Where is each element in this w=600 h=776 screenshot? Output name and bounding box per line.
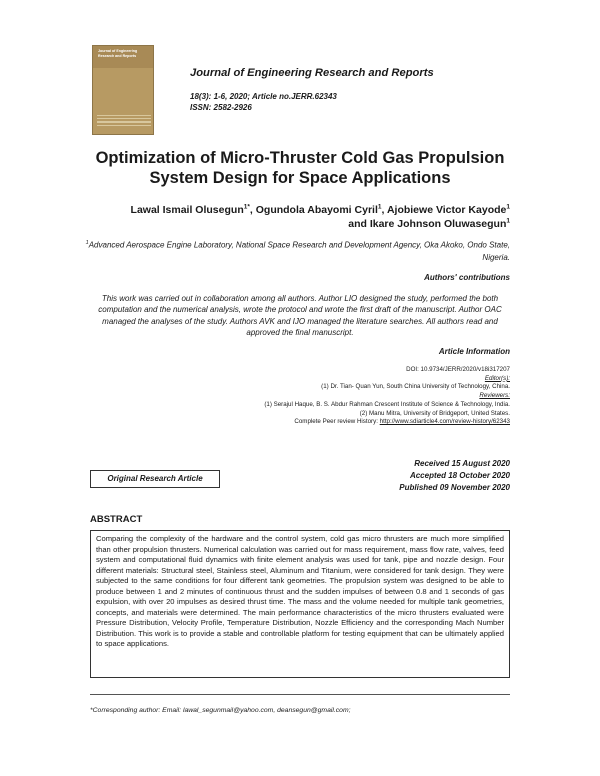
article-type-box: Original Research Article — [90, 470, 220, 488]
publication-dates — [399, 458, 510, 494]
journal-cover-thumbnail — [92, 45, 154, 135]
separator: , — [249, 204, 256, 216]
peer-review-link[interactable]: http://www.sdiarticle4.com/review-history/62343 — [379, 418, 510, 426]
published-date: Published 09 November 2020 — [399, 483, 510, 492]
author-1: Lawal Ismail Olusegun — [130, 204, 244, 216]
author-list — [131, 203, 510, 231]
title-line-1: Optimization of Micro-Thruster Cold Gas Propulsion — [95, 149, 505, 167]
affiliation-text: Advanced Aerospace Engine Laboratory, National Space Research and Development Agency, Oka Akoko, Ondo State, Nigeria. — [88, 240, 510, 262]
doi: DOI: 10.9734/JERR/2020/v18i317207 — [406, 366, 510, 373]
contributions-text: This work was carried out in collaboration among all authors. Author LIO designed the study, performed the both computation and the numerical analysis, wrote the protocol and wrote the first draft of the manuscript. Author OAC managed the analyses of the study. Authors AVK and IJO managed the literature searches. All authors read and approved the final manuscript. — [98, 294, 502, 337]
cover-title: Journal of Engineering Research and Reports — [98, 49, 138, 58]
author-3-affiliation: 1 — [506, 203, 510, 211]
author-4: and Ikare Johnson Oluwasegun — [348, 218, 507, 230]
affiliation — [80, 237, 510, 264]
title-line-2: System Design for Space Applications — [149, 169, 451, 187]
abstract-heading: ABSTRACT — [90, 514, 143, 525]
received-date: Received 15 August 2020 — [414, 459, 510, 468]
author-1-affiliation: 1* — [243, 203, 250, 211]
separator: , — [381, 204, 387, 216]
cover-decoration — [97, 113, 151, 127]
contributions-heading: Authors' contributions — [424, 273, 510, 282]
volume-info: 18(3): 1-6, 2020; Article no.JERR.62343 — [190, 92, 337, 101]
reviewer-1: (1) Serajul Haque, B. S. Abdur Rahman Crescent Institute of Science & Technology, India. — [264, 400, 510, 408]
abstract-text: Comparing the complexity of the hardware and the control system, cold gas micro thrusters are much more simplified than other propulsion thrusters. Numerical calculation was carried out for mass requirement, mass flow rate, valves, feed system and computational fluid dynamics with finite element analysis was used for tank, pipe and nozzle design. Four different materials: Structural steel, Stainless steel, Aluminum and Titanium, were considered for tank design. They were subjected to the same conditions for four different tank geometries. The propulsion system was designed to be able to produce between 1 and 2 minutes of continuous thrust and the sudden impulses of between 0.8 and 1 seconds of gas expulsion, with over 20 impulses as desired thrust time. The mass and the volume needed for multiple tank geometries, concepts, and materials were determined. The main performance characteristics of the micro thrusters evaluated were Pressure Distribution, Velocity Profile, Temperature Distribution, Nozzle Efficiency and the corresponding Mach Number Distribution. This work is to provide a stable and controllable platform for testing equipment that can be ultimately applied to space applications. — [90, 530, 510, 678]
accepted-date: Accepted 18 October 2020 — [409, 471, 510, 480]
issn: ISSN: 2582-2926 — [190, 103, 252, 112]
author-2-affiliation: 1 — [377, 203, 382, 211]
corresponding-author-footnote: *Corresponding author: Email: lawal_segunmail@yahoo.com, deansegun@gmail.com; — [90, 707, 351, 714]
reviewer-2: (2) Manu Mitra, University of Bridgeport, United States. — [359, 409, 510, 417]
article-info — [264, 366, 510, 427]
editor-1: (1) Dr. Tian- Quan Yun, South China University of Technology, China. — [321, 383, 510, 391]
journal-name: Journal of Engineering Research and Reports — [190, 67, 434, 79]
peer-review-history — [264, 418, 510, 427]
paper-title — [0, 148, 600, 188]
author-3: Ajobiewe Victor Kayode — [386, 204, 507, 216]
article-info-heading: Article Information — [438, 347, 510, 356]
peer-review-label: Complete Peer review History: — [294, 418, 380, 426]
affiliation-marker: 1 — [85, 240, 89, 246]
reviewers-label: Reviewers: — [479, 392, 510, 400]
author-2: Ogundola Abayomi Cyril — [255, 204, 378, 216]
footnote-divider — [90, 694, 510, 695]
editors-label: Editor(s): — [484, 374, 510, 382]
author-4-affiliation: 1 — [506, 217, 510, 225]
